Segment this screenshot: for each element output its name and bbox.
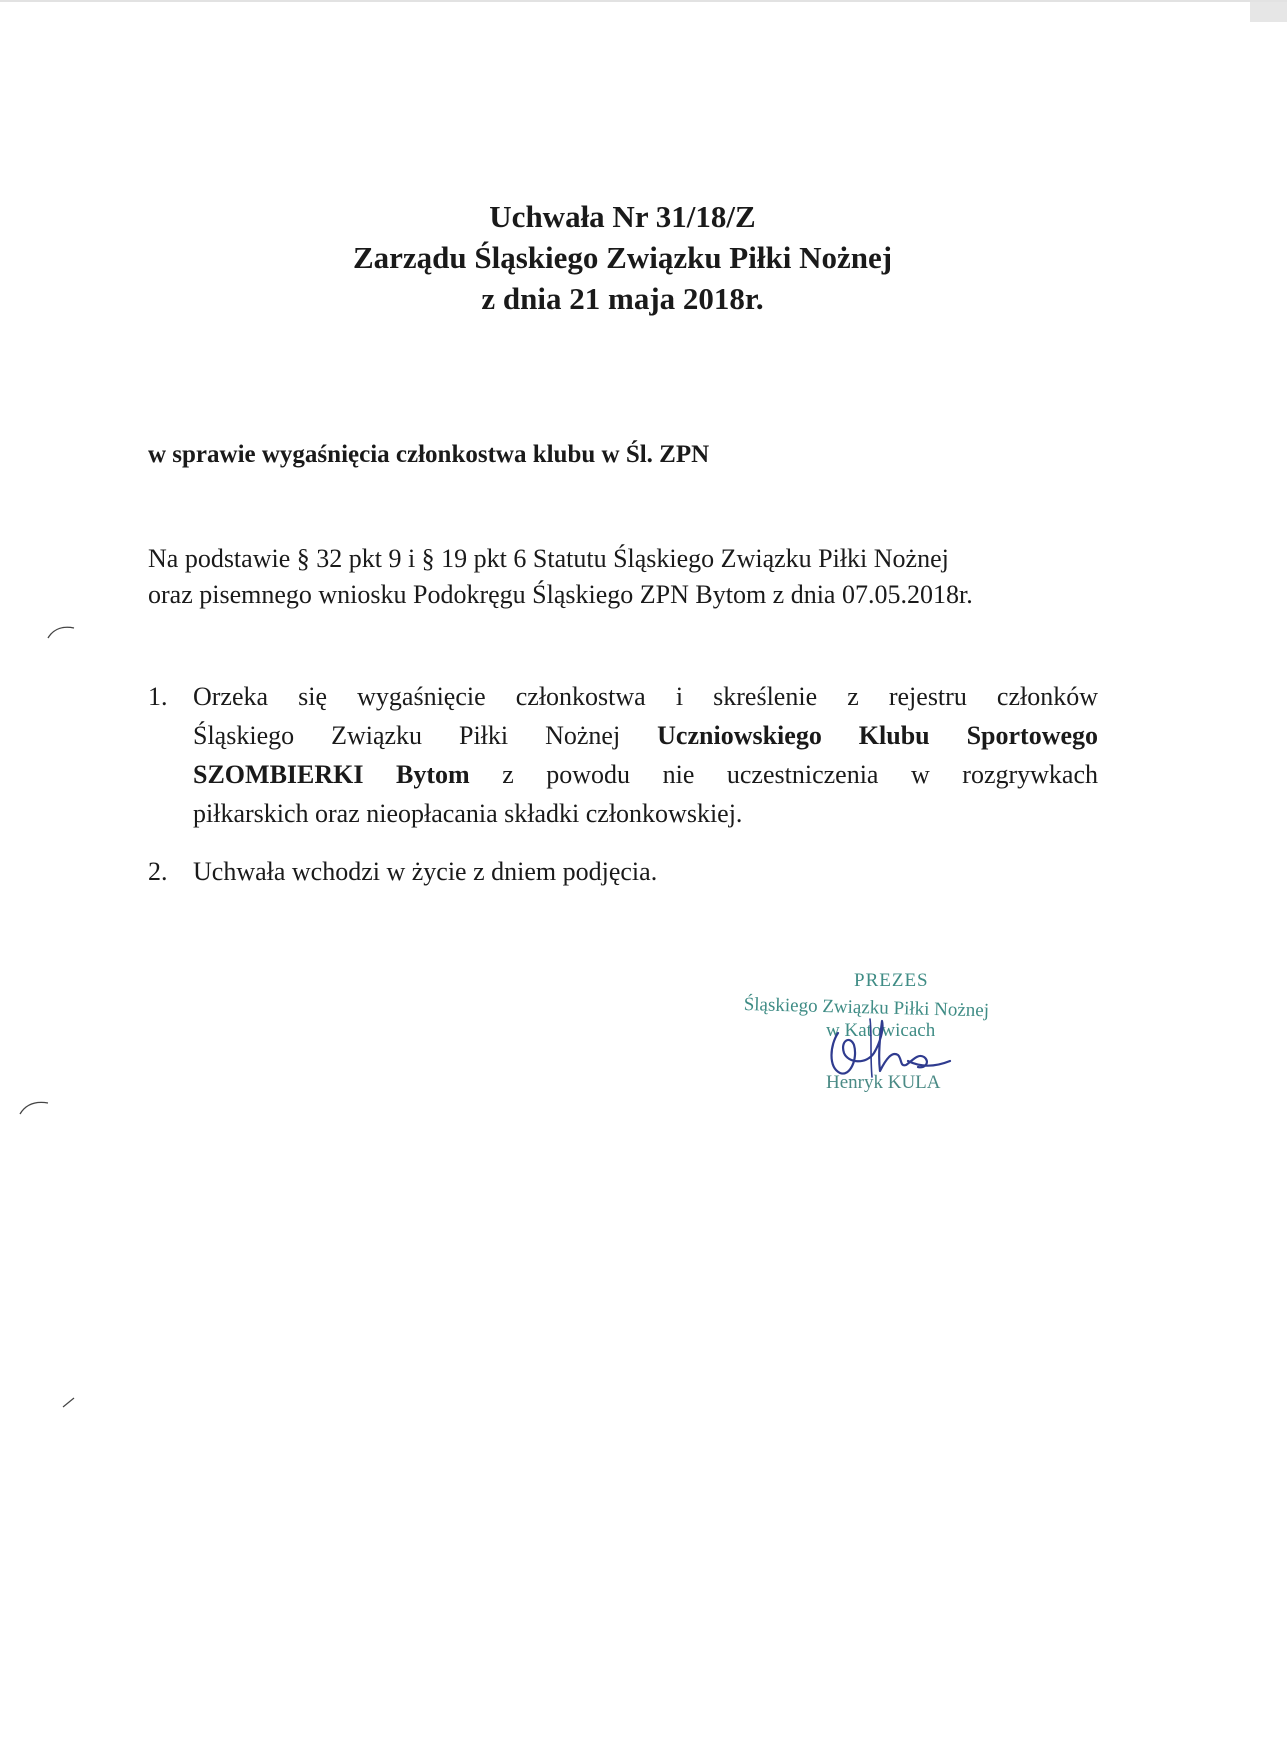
- point-text-line: [193, 716, 1098, 755]
- legal-basis: [148, 541, 1108, 613]
- issuing-body: Zarządu Śląskiego Związku Piłki Nożnej: [352, 240, 893, 275]
- point-text-line: [193, 755, 1098, 794]
- point-text: Uchwała wchodzi w życie z dniem podjęcia.: [193, 857, 658, 886]
- resolution-point: [148, 677, 1098, 833]
- point-number: 1.: [148, 682, 168, 711]
- resolution-point: [148, 852, 1098, 891]
- point-text-line: Orzeka się wygaśnięcie członkostwa i skreślenie z rejestru członków: [193, 682, 1098, 711]
- scan-edge: [0, 0, 1287, 2]
- point-text: [193, 677, 1098, 833]
- point-text-fragment: Śląskiego Związku Piłki Nożnej: [193, 721, 658, 750]
- scan-mark: [46, 624, 76, 640]
- scan-edge: [1250, 0, 1287, 22]
- legal-basis-line: Na podstawie § 32 pkt 9 i § 19 pkt 6 Statutu Śląskiego Związku Piłki Nożnej: [148, 544, 949, 573]
- resolution-points: [148, 677, 1098, 891]
- legal-basis-line: oraz pisemnego wniosku Podokręgu Śląskiego ZPN Bytom z dnia 07.05.2018r.: [148, 580, 973, 609]
- scan-mark: [62, 1396, 76, 1408]
- resolution-date: z dnia 21 maja 2018r.: [481, 281, 764, 316]
- scan-mark: [18, 1098, 50, 1116]
- stamp-city: w Katowicach: [826, 1020, 936, 1041]
- club-name: Uczniowskiego Klubu Sportowego: [657, 721, 1099, 750]
- stamp-title: PREZES: [854, 970, 929, 991]
- handwritten-signature: [800, 1015, 970, 1085]
- point-number: 2.: [148, 857, 168, 886]
- stamp-name: Henryk KULA: [826, 1072, 941, 1093]
- resolution-title: [0, 196, 1245, 319]
- point-text-fragment: z powodu nie uczestniczenia w rozgrywkach: [469, 760, 1099, 789]
- club-name: SZOMBIERKI Bytom: [193, 760, 470, 789]
- resolution-number: Uchwała Nr 31/18/Z: [489, 199, 756, 234]
- resolution-subject: w sprawie wygaśnięcia członkostwa klubu w Śl. ZPN: [148, 441, 710, 468]
- point-text-line: piłkarskich oraz nieopłacania składki członkowskiej.: [193, 799, 743, 828]
- stamp-organization: Śląskiego Związku Piłki Nożnej: [743, 994, 990, 1022]
